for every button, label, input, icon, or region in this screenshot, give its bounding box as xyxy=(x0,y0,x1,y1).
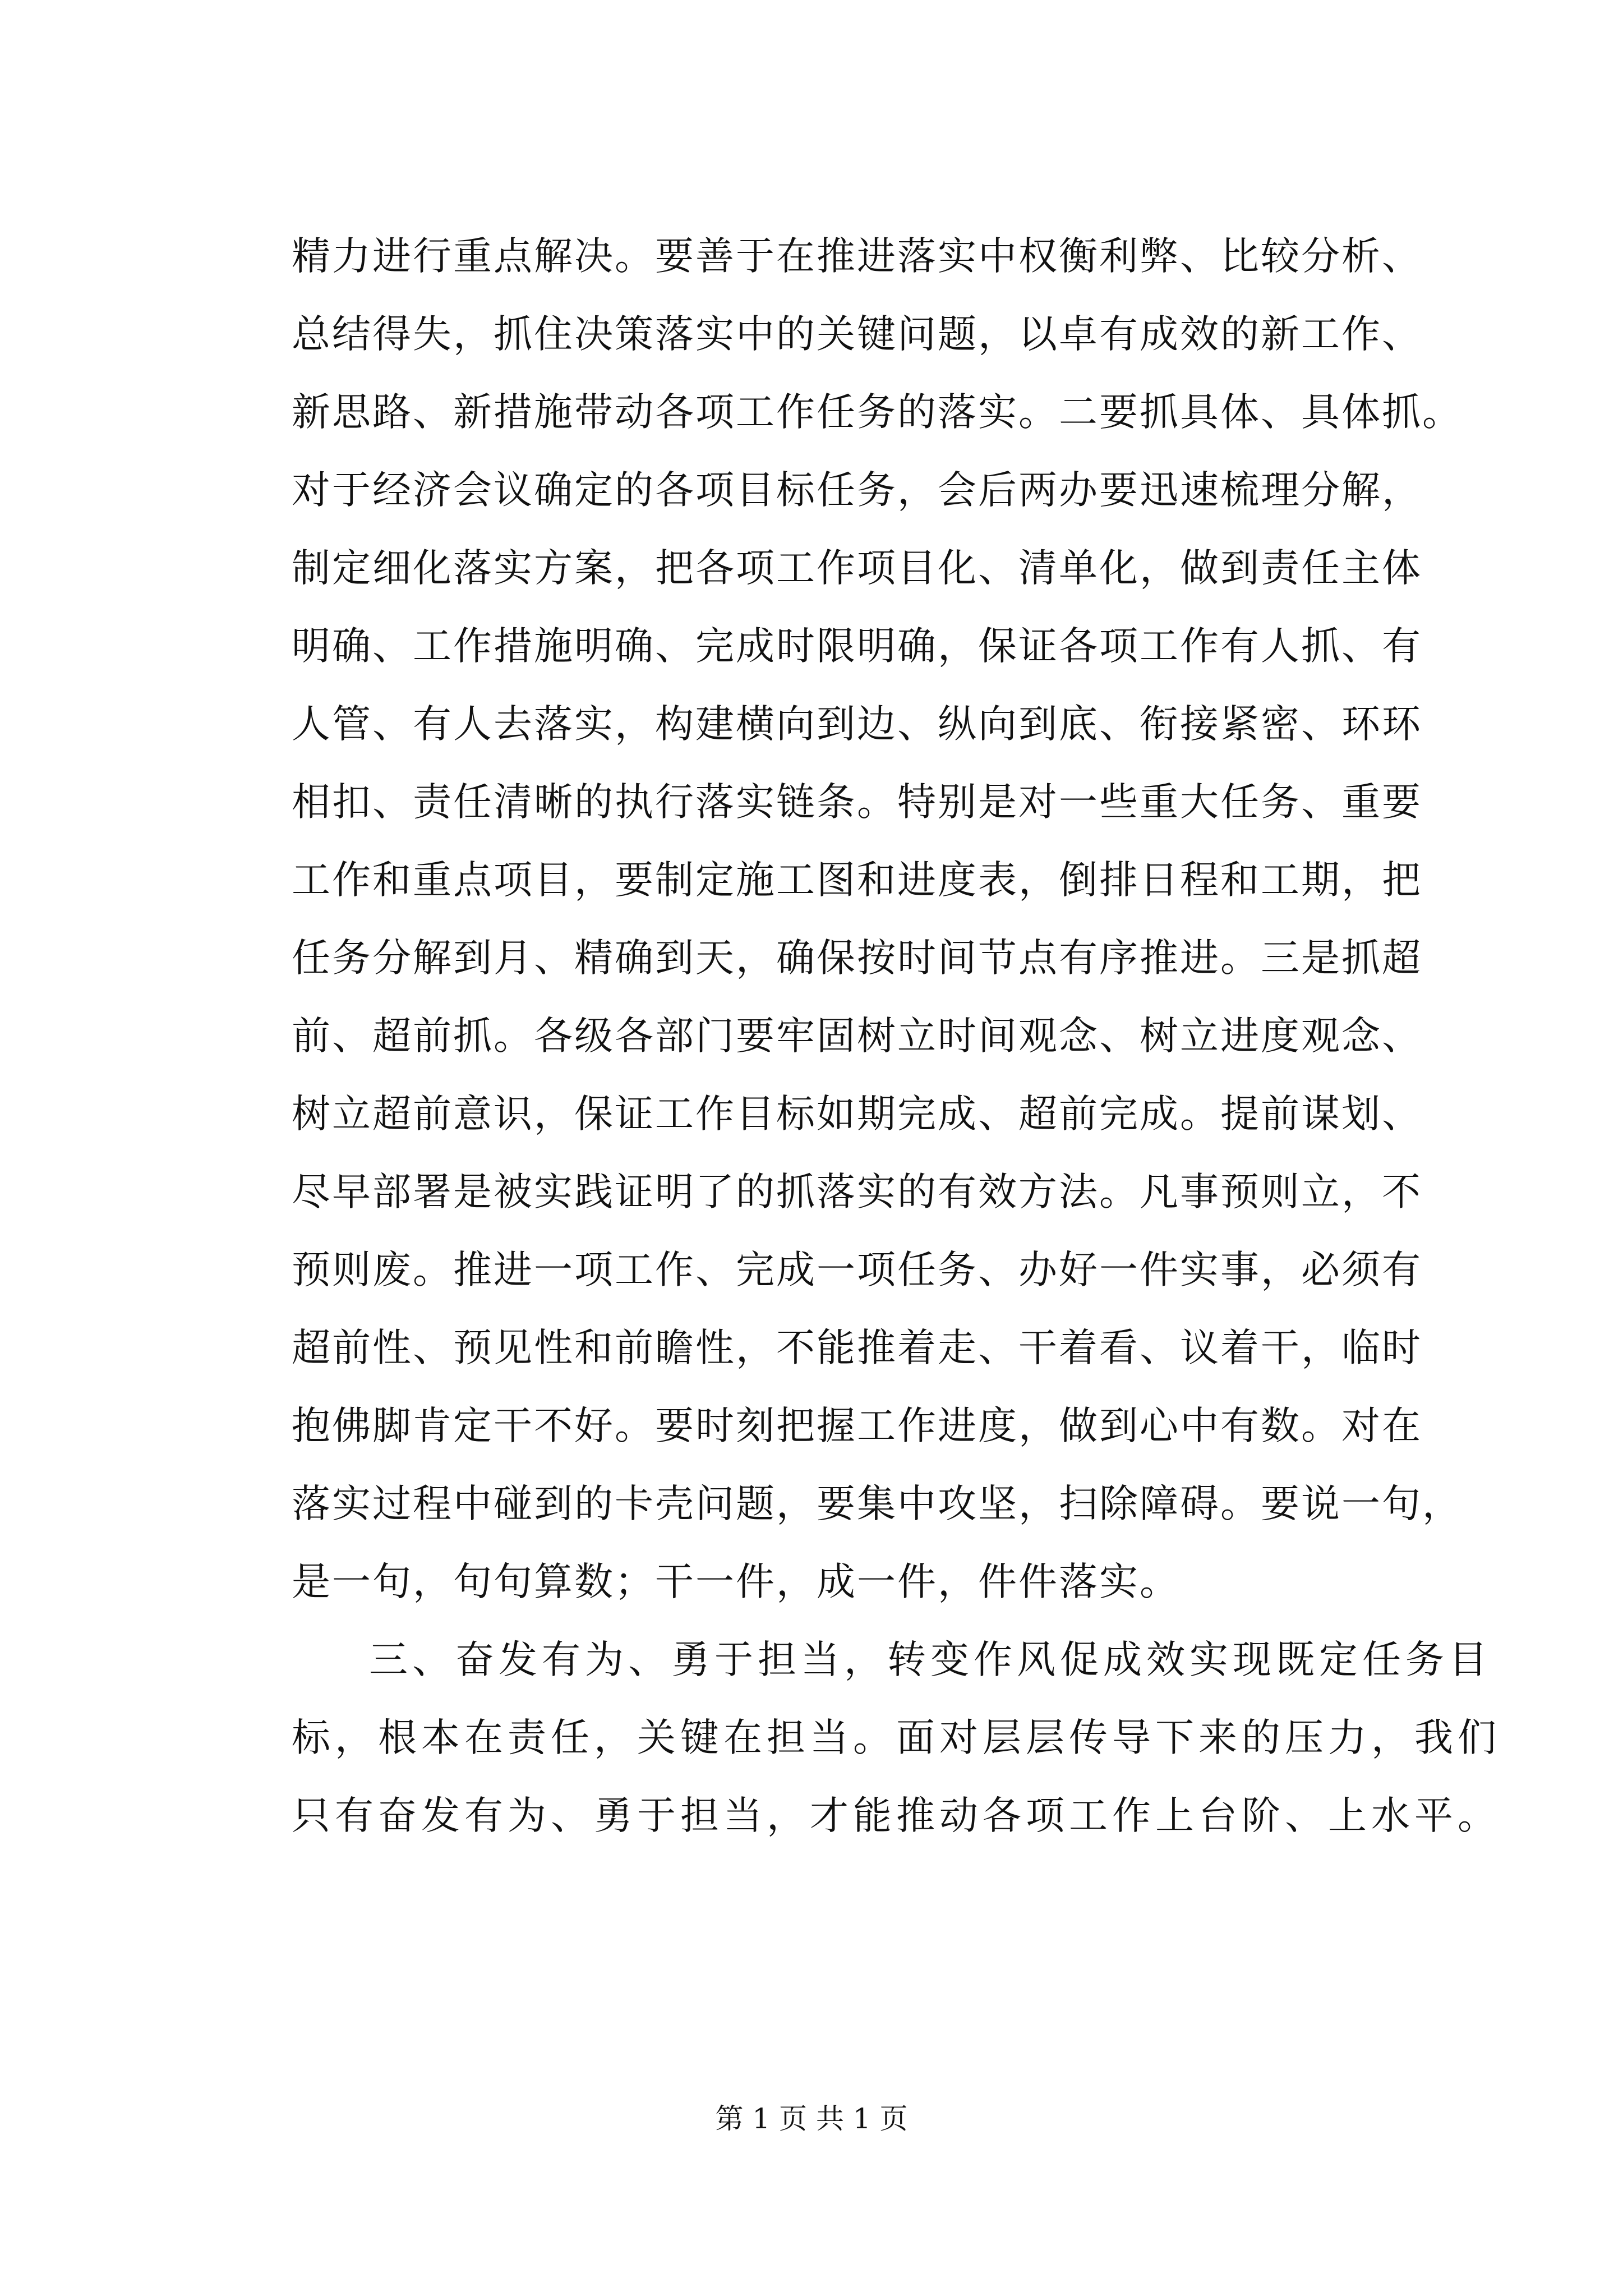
text-line: 精力进行重点解决。要善于在推进落实中权衡利弊、比较分析、 xyxy=(292,234,1422,279)
text-line: 尽早部署是被实践证明了的抓落实的有效方法。凡事预则立，不 xyxy=(292,1170,1422,1214)
text-line: 相扣、责任清晰的执行落实链条。特别是对一些重大任务、重要 xyxy=(292,780,1422,825)
text-line: 是一句，句句算数；干一件，成一件，件件落实。 xyxy=(292,1559,1180,1604)
page-number-footer: 第 1 页 共 1 页 xyxy=(715,2102,908,2135)
text-line: 抱佛脚肯定干不好。要时刻把握工作进度，做到心中有数。对在 xyxy=(292,1404,1422,1448)
text-line: 只有奋发有为、勇于担当，才能推动各项工作上台阶、上水平。 xyxy=(292,1793,1501,1838)
text-line: 超前性、预见性和前瞻性，不能推着走、干着看、议着干，临时 xyxy=(292,1326,1422,1370)
paragraph xyxy=(292,218,1463,1621)
text-line: 明确、工作措施明确、完成时限明确，保证各项工作有人抓、有 xyxy=(292,624,1422,669)
text-line: 预则废。推进一项工作、完成一项任务、办好一件实事，必须有 xyxy=(292,1248,1422,1292)
text-line: 树立超前意识，保证工作目标如期完成、超前完成。提前谋划、 xyxy=(292,1092,1422,1137)
text-line: 工作和重点项目，要制定施工图和进度表，倒排日程和工期，把 xyxy=(292,858,1422,903)
text-line: 前、超前抓。各级各部门要牢固树立时间观念、树立进度观念、 xyxy=(292,1014,1422,1059)
text-line: 新思路、新措施带动各项工作任务的落实。二要抓具体、具体抓。 xyxy=(292,390,1463,435)
text-line: 制定细化落实方案，把各项工作项目化、清单化，做到责任主体 xyxy=(292,546,1422,591)
text-line: 对于经济会议确定的各项目标任务，会后两办要迅速梳理分解， xyxy=(292,468,1422,513)
text-line: 总结得失，抓住决策落实中的关键问题，以卓有成效的新工作、 xyxy=(292,312,1422,357)
text-line: 人管、有人去落实，构建横向到边、纵向到底、衔接紧密、环环 xyxy=(292,702,1422,747)
paragraph xyxy=(292,1621,1501,1855)
text-line: 落实过程中碰到的卡壳问题，要集中攻坚，扫除障碍。要说一句， xyxy=(292,1481,1463,1526)
document-body xyxy=(292,218,1501,1855)
text-line: 任务分解到月、精确到天，确保按时间节点有序推进。三是抓超 xyxy=(292,936,1422,981)
text-line: 三、奋发有为、勇于担当，转变作风促成效实现既定任务目 xyxy=(369,1637,1492,1682)
text-line: 标，根本在责任，关键在担当。面对层层传导下来的压力，我们 xyxy=(292,1715,1501,1760)
